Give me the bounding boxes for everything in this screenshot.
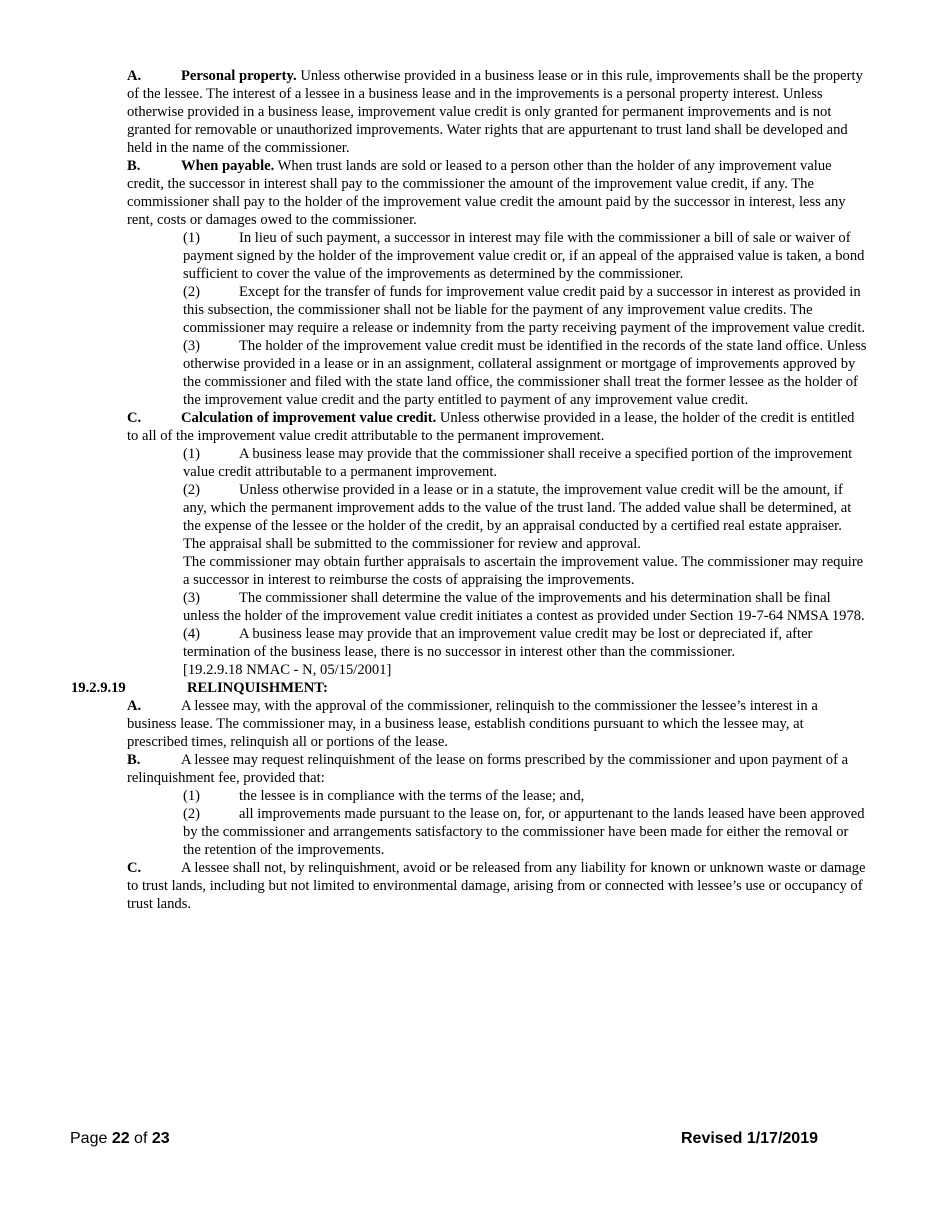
paragraph-label: B. — [127, 158, 141, 174]
item-text: The holder of the improvement value credit must be identified in the records of the state land office. Unless otherwise provided in a lease or in an assignment, collateral assignment or mortgage of improvements approved by the commissioner and filed with the state land office, the commissioner shall treat the former lessee as the holder of the improvement value credit and the party entitled to payment of any improvement value credit. — [183, 338, 867, 408]
paragraph-label: C. — [127, 860, 142, 876]
list-item — [183, 445, 867, 481]
paragraph-text: Unless otherwise provided in a business lease or in this rule, improvements shall be the property of the lessee. The interest of a lessee in a business lease and in the improvements is a personal property interest. Unless otherwise provided in a business lease, improvement value credit is only granted for permanent improvements and is not granted for removable or unauthorized improvements. Water rights that are appurtenant to trust land shall be developed and held in the name of the commissioner. — [127, 68, 863, 156]
paragraph-text: When trust lands are sold or leased to a person other than the holder of any improvement value credit, the successor in interest shall pay to the commissioner the amount of the improvement value credit, if any. The commissioner shall pay to the holder of the improvement value credit the amount paid by the successor in interest, less any rent, costs or damages owed to the commissioner. — [127, 158, 846, 228]
item-number: (1) — [183, 230, 201, 246]
item-text: The commissioner may obtain further appraisals to ascertain the improvement value. The commissioner may require a successor in interest to reimburse the costs of appraising the improvements. — [183, 554, 864, 588]
paragraph-label: A. — [127, 698, 142, 714]
item-text: Except for the transfer of funds for improvement value credit paid by a successor in interest as provided in this subsection, the commissioner shall not be liable for the payment of any improvement value credits. The commissioner may require a release or indemnity from the party receiving payment of the improvement value credit. — [183, 284, 866, 336]
paragraph-label: C. — [127, 410, 142, 426]
page-current: 22 — [111, 1130, 130, 1147]
paragraph-heading: When payable. — [181, 158, 275, 174]
paragraph-text: Unless otherwise provided in a lease, the holder of the credit is entitled to all of the improvement value credit attributable to the permanent improvement. — [127, 410, 855, 444]
page-number — [70, 1130, 170, 1148]
section-number: 19.2.9.19 — [71, 680, 126, 696]
item-number: (1) — [183, 788, 201, 804]
item-text: A business lease may provide that an improvement value credit may be lost or depreciated if, after termination of the business lease, there is no successor in interest other than the commissioner. — [183, 626, 813, 660]
page-footer — [70, 1130, 818, 1154]
history-note: [19.2.9.18 NMAC - N, 05/15/2001] — [183, 662, 392, 678]
paragraph-text: A lessee may, with the approval of the commissioner, relinquish to the commissioner the lessee’s interest in a business lease. The commissioner may, in a business lease, establish conditions pursuant to which the lessee may, at prescribed times, relinquish all or portions of the lease. — [127, 698, 818, 750]
item-text: The commissioner shall determine the value of the improvements and his determination shall be final unless the holder of the improvement value credit initiates a contest as provided under Section 19-7-64 NMSA 1978. — [183, 590, 865, 624]
list-item — [183, 481, 867, 553]
page-total: 23 — [151, 1130, 170, 1147]
section-heading — [71, 679, 867, 697]
paragraph-text: A lessee shall not, by relinquishment, avoid or be released from any liability for known or unknown waste or damage to trust lands, including but not limited to environmental damage, arising from or connected with lessee’s use or occupancy of trust lands. — [127, 860, 866, 912]
page-prefix: Page — [70, 1130, 112, 1147]
item-text: Unless otherwise provided in a lease or in a statute, the improvement value credit will be the amount, if any, which the permanent improvement adds to the value of the trust land. The added value shall be determined, at the expense of the lessee or the holder of the credit, by an appraisal conducted by a certified real estate appraiser. The appraisal shall be submitted to the commissioner for review and approval. — [183, 482, 852, 552]
item-text: A business lease may provide that the commissioner shall receive a specified portion of the improvement value credit attributable to a permanent improvement. — [183, 446, 853, 480]
list-item — [183, 625, 867, 661]
list-item — [183, 283, 867, 337]
page-of: of — [129, 1130, 152, 1147]
item-text: all improvements made pursuant to the lease on, for, or appurtenant to the lands leased have been approved by the commissioner and arrangements satisfactory to the commissioner have been made for either the removal or the retention of the improvements. — [183, 806, 865, 858]
paragraph-c-calculation — [127, 409, 867, 445]
paragraph-heading: Calculation of improvement value credit. — [181, 410, 437, 426]
paragraph-a-personal-property — [127, 67, 867, 157]
relinquishment-paragraph-b — [127, 751, 867, 787]
item-number: (3) — [183, 338, 201, 354]
list-item — [183, 787, 867, 805]
document-body — [71, 67, 867, 913]
paragraph-label: A. — [127, 68, 142, 84]
item-number: (2) — [183, 482, 201, 498]
item-number: (3) — [183, 590, 201, 606]
item-text: In lieu of such payment, a successor in interest may file with the commissioner a bill of sale or waiver of payment signed by the holder of the improvement value credit or, if an appeal of the appraised value is taken, a bond sufficient to cover the value of the improvements as determined by the commissioner. — [183, 230, 865, 282]
list-item-continuation — [183, 553, 867, 589]
list-item — [183, 589, 867, 625]
paragraph-text: A lessee may request relinquishment of the lease on forms prescribed by the commissioner and upon payment of a relinquishment fee, provided that: — [127, 752, 849, 786]
list-item — [183, 337, 867, 409]
item-number: (2) — [183, 806, 201, 822]
paragraph-heading: Personal property. — [181, 68, 297, 84]
relinquishment-paragraph-c — [127, 859, 867, 913]
section-title: RELINQUISHMENT: — [187, 680, 328, 696]
item-number: (1) — [183, 446, 201, 462]
item-number: (4) — [183, 626, 201, 642]
list-item — [183, 805, 867, 859]
relinquishment-paragraph-a — [127, 697, 867, 751]
list-item — [183, 229, 867, 283]
paragraph-b-when-payable — [127, 157, 867, 229]
revised-date: Revised 1/17/2019 — [681, 1130, 818, 1147]
paragraph-label: B. — [127, 752, 141, 768]
item-number: (2) — [183, 284, 201, 300]
item-text: the lessee is in compliance with the terms of the lease; and, — [239, 788, 585, 804]
